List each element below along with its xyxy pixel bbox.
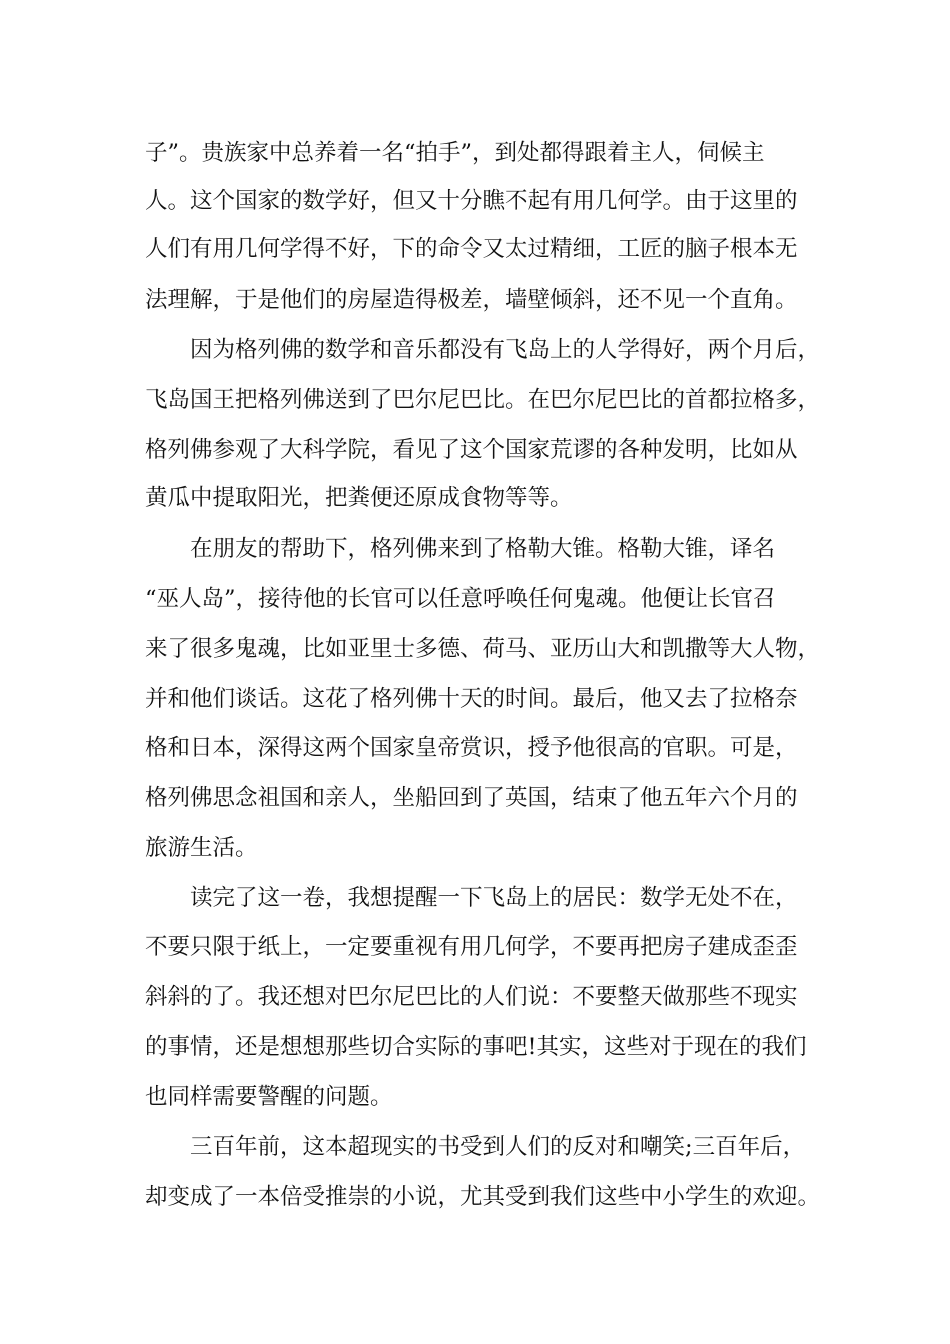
text-line: 格列佛参观了大科学院，看见了这个国家荒谬的各种发明，比如从 xyxy=(145,437,798,463)
text-line: 黄瓜中提取阳光，把粪便还原成食物等等。 xyxy=(145,485,573,511)
text-line: 旅游生活。 xyxy=(145,835,258,861)
text-line: “巫人岛”，接待他的长官可以任意呼唤任何鬼魂。他便让长官召 xyxy=(145,586,776,612)
paragraph-first-line: 三百年前，这本超现实的书受到人们的反对和嘲笑;三百年后， xyxy=(190,1134,806,1160)
text-line: 来了很多鬼魂，比如亚里士多德、荷马、亚历山大和凯撒等大人物， xyxy=(145,636,821,662)
text-line: 人。这个国家的数学好，但又十分瞧不起有用几何学。由于这里的 xyxy=(145,188,798,214)
text-line: 格列佛思念祖国和亲人，坐船回到了英国，结束了他五年六个月的 xyxy=(145,785,798,811)
text-line: 并和他们谈话。这花了格列佛十天的时间。最后，他又去了拉格奈 xyxy=(145,686,798,712)
text-line: 也同样需要警醒的问题。 xyxy=(145,1084,393,1110)
text-line: 格和日本，深得这两个国家皇帝赏识，授予他很高的官职。可是， xyxy=(145,735,798,761)
text-line: 斜斜的了。我还想对巴尔尼巴比的人们说：不要整天做那些不现实 xyxy=(145,984,798,1010)
paragraph-first-line: 在朋友的帮助下，格列佛来到了格勒大锥。格勒大锥，译名 xyxy=(190,536,776,562)
text-line: 法理解，于是他们的房屋造得极差，墙壁倾斜，还不见一个直角。 xyxy=(145,287,798,313)
paragraph-first-line: 因为格列佛的数学和音乐都没有飞岛上的人学得好，两个月后， xyxy=(190,337,821,363)
text-line: 子”。贵族家中总养着一名“拍手”，到处都得跟着主人，伺候主 xyxy=(145,140,765,166)
text-line: 不要只限于纸上，一定要重视有用几何学，不要再把房子建成歪歪 xyxy=(145,934,798,960)
paragraph-first-line: 读完了这一卷，我想提醒一下飞岛上的居民：数学无处不在， xyxy=(190,885,798,911)
text-line: 飞岛国王把格列佛送到了巴尔尼巴比。在巴尔尼巴比的首都拉格多， xyxy=(145,387,821,413)
text-line: 却变成了一本倍受推崇的小说，尤其受到我们这些中小学生的欢迎。 xyxy=(145,1184,821,1210)
text-line: 人们有用几何学得不好，下的命令又太过精细，工匠的脑子根本无 xyxy=(145,236,798,262)
text-line: 的事情，还是想想那些切合实际的事吧!其实，这些对于现在的我们 xyxy=(145,1034,807,1060)
